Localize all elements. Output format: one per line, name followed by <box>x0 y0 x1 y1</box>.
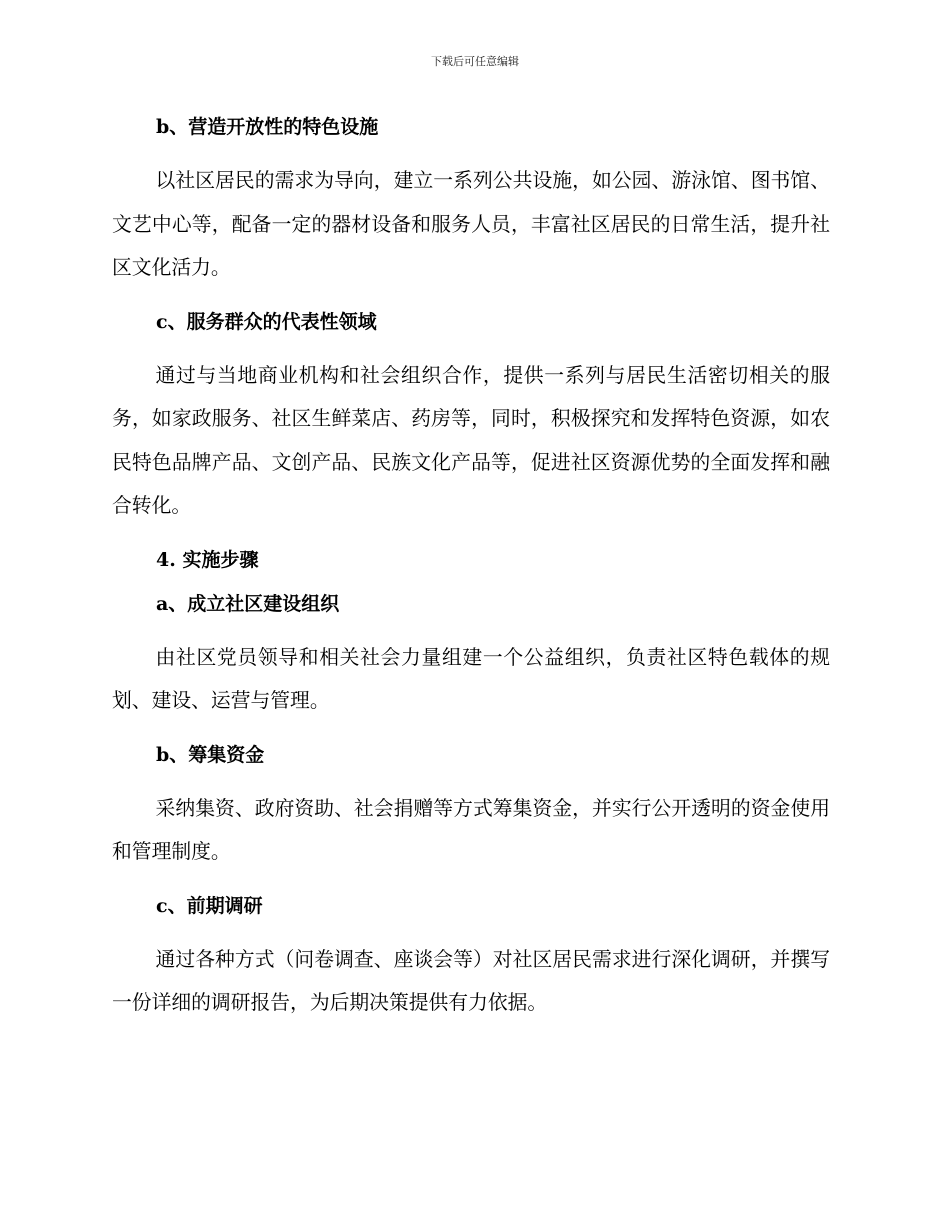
section-paragraph-funding: 采纳集资、政府资助、社会捐赠等方式筹集资金，并实行公开透明的资金使用和管理制度。 <box>112 796 830 863</box>
section-heading-funding: b、筹集资金 <box>156 743 265 766</box>
page-header: 下载后可任意编辑 <box>431 55 519 68</box>
section-paragraph-facilities: 以社区居民的需求为导向，建立一系列公共设施，如公园、游泳馆、图书馆、文艺中心等，配备一定的器材设备和服务人员，丰富社区居民的日常生活，提升社区文化活力。 <box>112 169 830 279</box>
section-paragraph-organization: 由社区党员领导和相关社会力量组建一个公益组织，负责社区特色载体的规划、建设、运营与管理。 <box>112 645 830 712</box>
section-heading-organization: a、成立社区建设组织 <box>156 592 340 615</box>
section-heading-research: c、前期调研 <box>156 894 263 917</box>
section-paragraph-research: 通过各种方式（问卷调查、座谈会等）对社区居民需求进行深化调研，并撰写一份详细的调研报告，为后期决策提供有力依据。 <box>112 947 830 1014</box>
section-paragraph-services: 通过与当地商业机构和社会组织合作，提供一系列与居民生活密切相关的服务，如家政服务、社区生鲜菜店、药房等，同时，积极探究和发挥特色资源，如农民特色品牌产品、文创产品、民族文化产品等，促进社区资源优势的全面发挥和融合转化。 <box>112 363 830 517</box>
section-heading-services: c、服务群众的代表性领域 <box>156 310 377 333</box>
section-heading-implementation-steps: 4. 实施步骤 <box>156 548 259 571</box>
section-heading-facilities: b、营造开放性的特色设施 <box>156 116 379 138</box>
document-body <box>112 105 830 1025</box>
